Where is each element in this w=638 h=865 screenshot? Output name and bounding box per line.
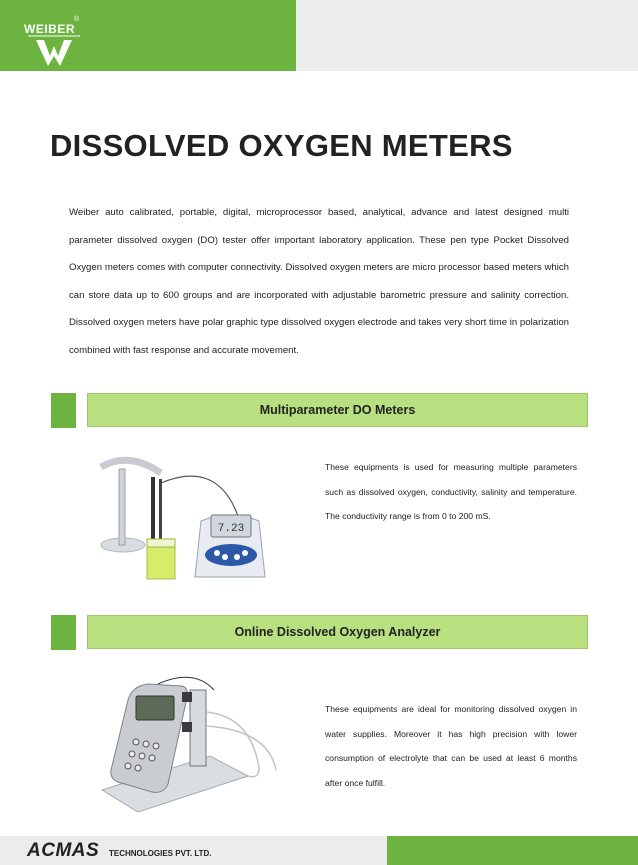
registered-mark: ® <box>74 16 80 23</box>
section-heading-2: Online Dissolved Oxygen Analyzer <box>87 615 588 649</box>
section-marker-1 <box>51 393 76 428</box>
footer-band-green <box>387 836 638 865</box>
section-marker-2 <box>51 615 76 650</box>
header-band-grey <box>296 0 638 71</box>
logo-w-icon <box>24 16 84 68</box>
footer-company-name: TECHNOLOGIES PVT. LTD. <box>109 849 212 858</box>
logo-text: WEIBER <box>24 22 75 36</box>
meter-display-reading: 7.23 <box>217 523 245 535</box>
page-title: DISSOLVED OXYGEN METERS <box>50 128 513 163</box>
acmas-logo: ACMAS <box>27 840 100 861</box>
benchtop-do-meter-image <box>89 449 271 587</box>
section-description-2: These equipments are ideal for monitoring dissolved oxygen in water supplies. Moreover it has high precision with lower consumption of electrolyte that can be used at least 6 months after once fulfill. <box>325 704 577 788</box>
section-description-1: These equipments is used for measuring multiple parameters such as dissolved oxygen, conductivity, salinity and temperature. The conductivity range is from 0 to 200 mS. <box>325 462 577 521</box>
section-heading-1: Multiparameter DO Meters <box>87 393 588 427</box>
intro-paragraph: Weiber auto calibrated, portable, digital, microprocessor based, analytical, advance and latest designed multi parameter dissolved oxygen (DO) tester offer important laboratory application. These pen type Pocket Dissolved Oxygen meters comes with computer connectivity. Dissolved oxygen meters are micro processor based meters which can store data up to 600 groups and are incorporated with adjustable barometric pressure and salinity correction. Dissolved oxygen meters have polar graphic type dissolved oxygen electrode and takes very short time in polarization combined with fast response and accurate movement. <box>69 207 569 356</box>
weiber-logo <box>24 16 84 68</box>
online-do-analyzer-image <box>98 672 284 812</box>
